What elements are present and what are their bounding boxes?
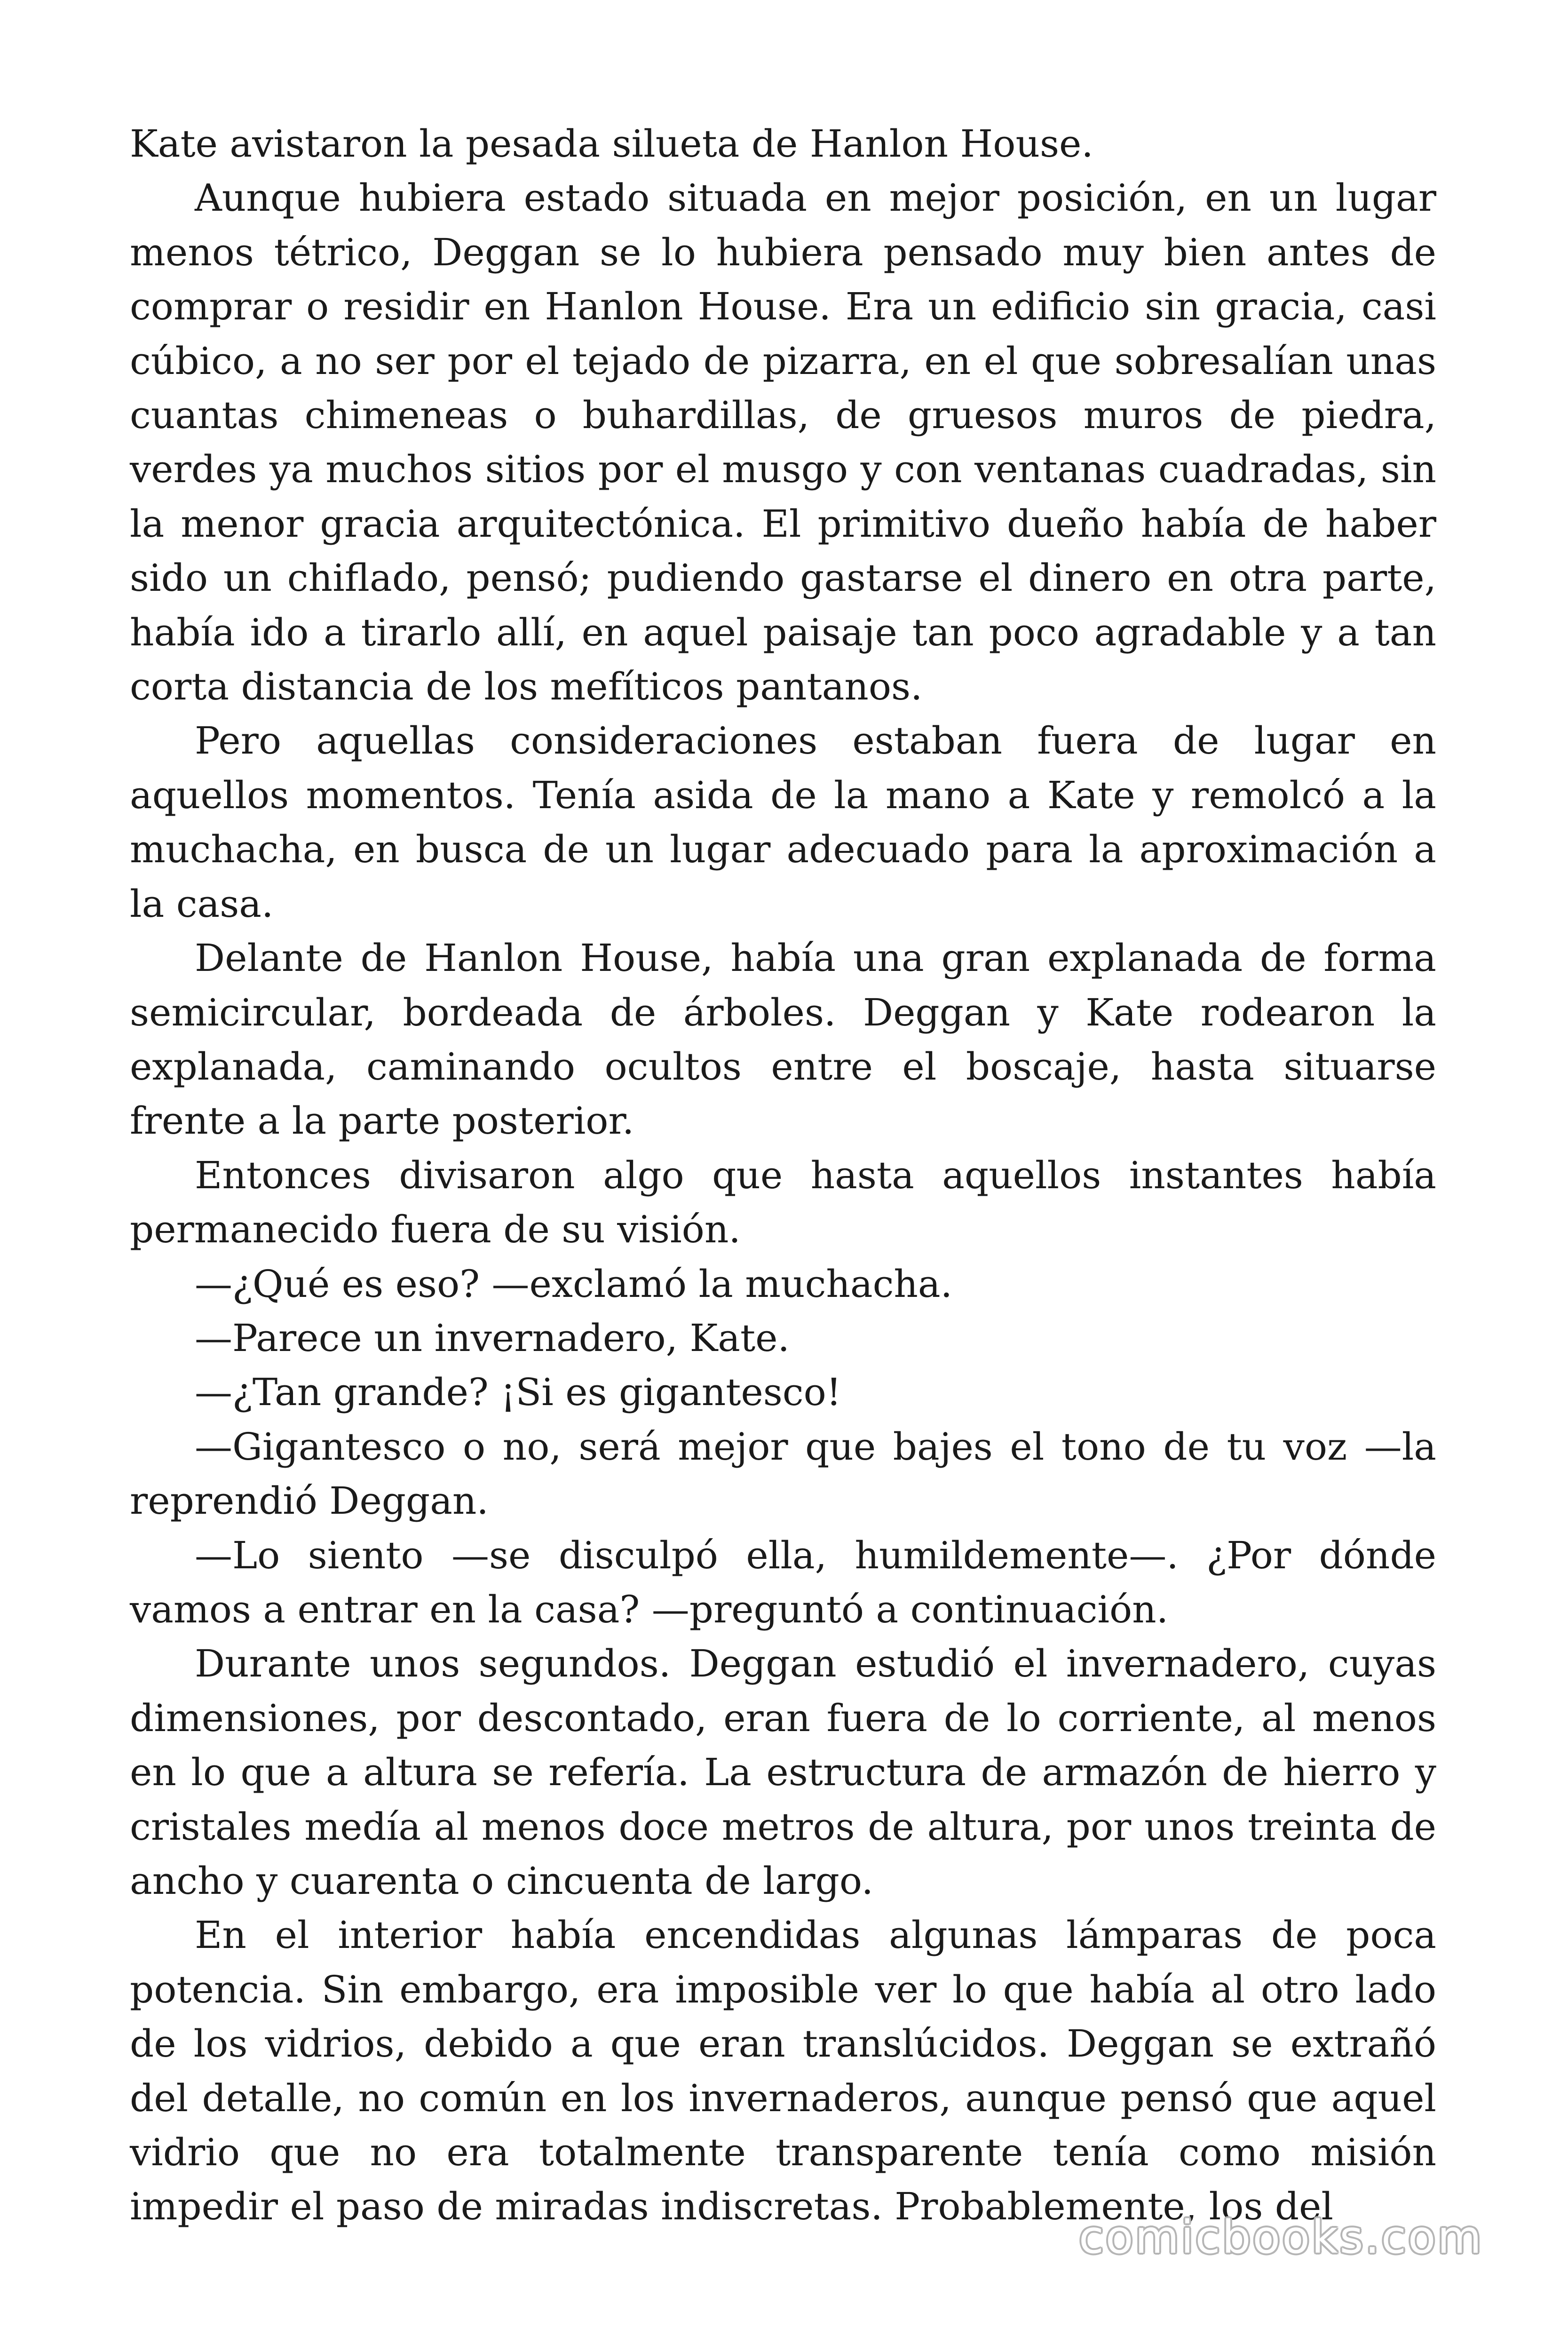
site-watermark: comicbooks.com [1078,2211,1483,2264]
paragraph: Pero aquellas consideraciones estaban fuera de lugar en aquellos momentos. Tenía asida de la mano a Kate y remolcó a la muchacha, en busca de un lugar adecuado para la aproximación a la casa. [130,719,1436,926]
paragraph: Durante unos segundos. Deggan estudió el invernadero, cuyas dimensiones, por descontado, eran fuera de lo corriente, al menos en lo que a altura se refería. La estructura de armazón de hierro y cristales medía al menos doce metros de altura, por unos treinta de ancho y cuarenta o cincuenta de largo. [130,1642,1436,1903]
dialogue-line: —Lo siento —se disculpó ella, humildemente—. ¿Por dónde vamos a entrar en la casa? —preguntó a continuación. [130,1533,1436,1631]
paragraph: Entonces divisaron algo que hasta aquellos instantes había permanecido fuera de su visión. [130,1153,1436,1252]
paragraph: Aunque hubiera estado situada en mejor posición, en un lugar menos tétrico, Deggan se lo hubiera pensado muy bien antes de comprar o residir en Hanlon House. Era un edificio sin gracia, casi cúbico, a no ser por el tejado de pizarra, en el que sobresalían unas cuantas chimeneas o buhardillas, de gruesos muros de piedra, verdes ya muchos sitios por el musgo y con ventanas cuadradas, sin la menor gracia arquitectónica. El primitivo dueño había de haber sido un chiflado, pensó; pudiendo gastarse el dinero en otra parte, había ido a tirarlo allí, en aquel paisaje tan poco agradable y a tan corta distancia de los mefíticos pantanos. [130,176,1436,709]
dialogue-line: —Parece un invernadero, Kate. [195,1316,790,1360]
paragraph: En el interior había encendidas algunas lámparas de poca potencia. Sin embargo, era imposible ver lo que había al otro lado de los vidrios, debido a que eran translúcidos. Deggan se extrañó del detalle, no común en los invernaderos, aunque pensó que aquel vidrio que no era totalmente transparente tenía como misión impedir el paso de miradas indiscretas. Probablemente, los del [130,1913,1436,2229]
dialogue-line: —¿Qué es eso? —exclamó la muchacha. [195,1262,953,1306]
paragraph: Delante de Hanlon House, había una gran explanada de forma semicircular, bordeada de árboles. Deggan y Kate rodearon la explanada, caminando ocultos entre el boscaje, hasta situarse frente a la parte posterior. [130,936,1436,1143]
dialogue-line: —Gigantesco o no, será mejor que bajes el tono de tu voz —la reprendió Deggan. [130,1424,1436,1523]
body-text [130,117,1436,2234]
dialogue-line: —¿Tan grande? ¡Si es gigantesco! [195,1370,841,1414]
paragraph: Kate avistaron la pesada silueta de Hanlon House. [130,122,1093,166]
